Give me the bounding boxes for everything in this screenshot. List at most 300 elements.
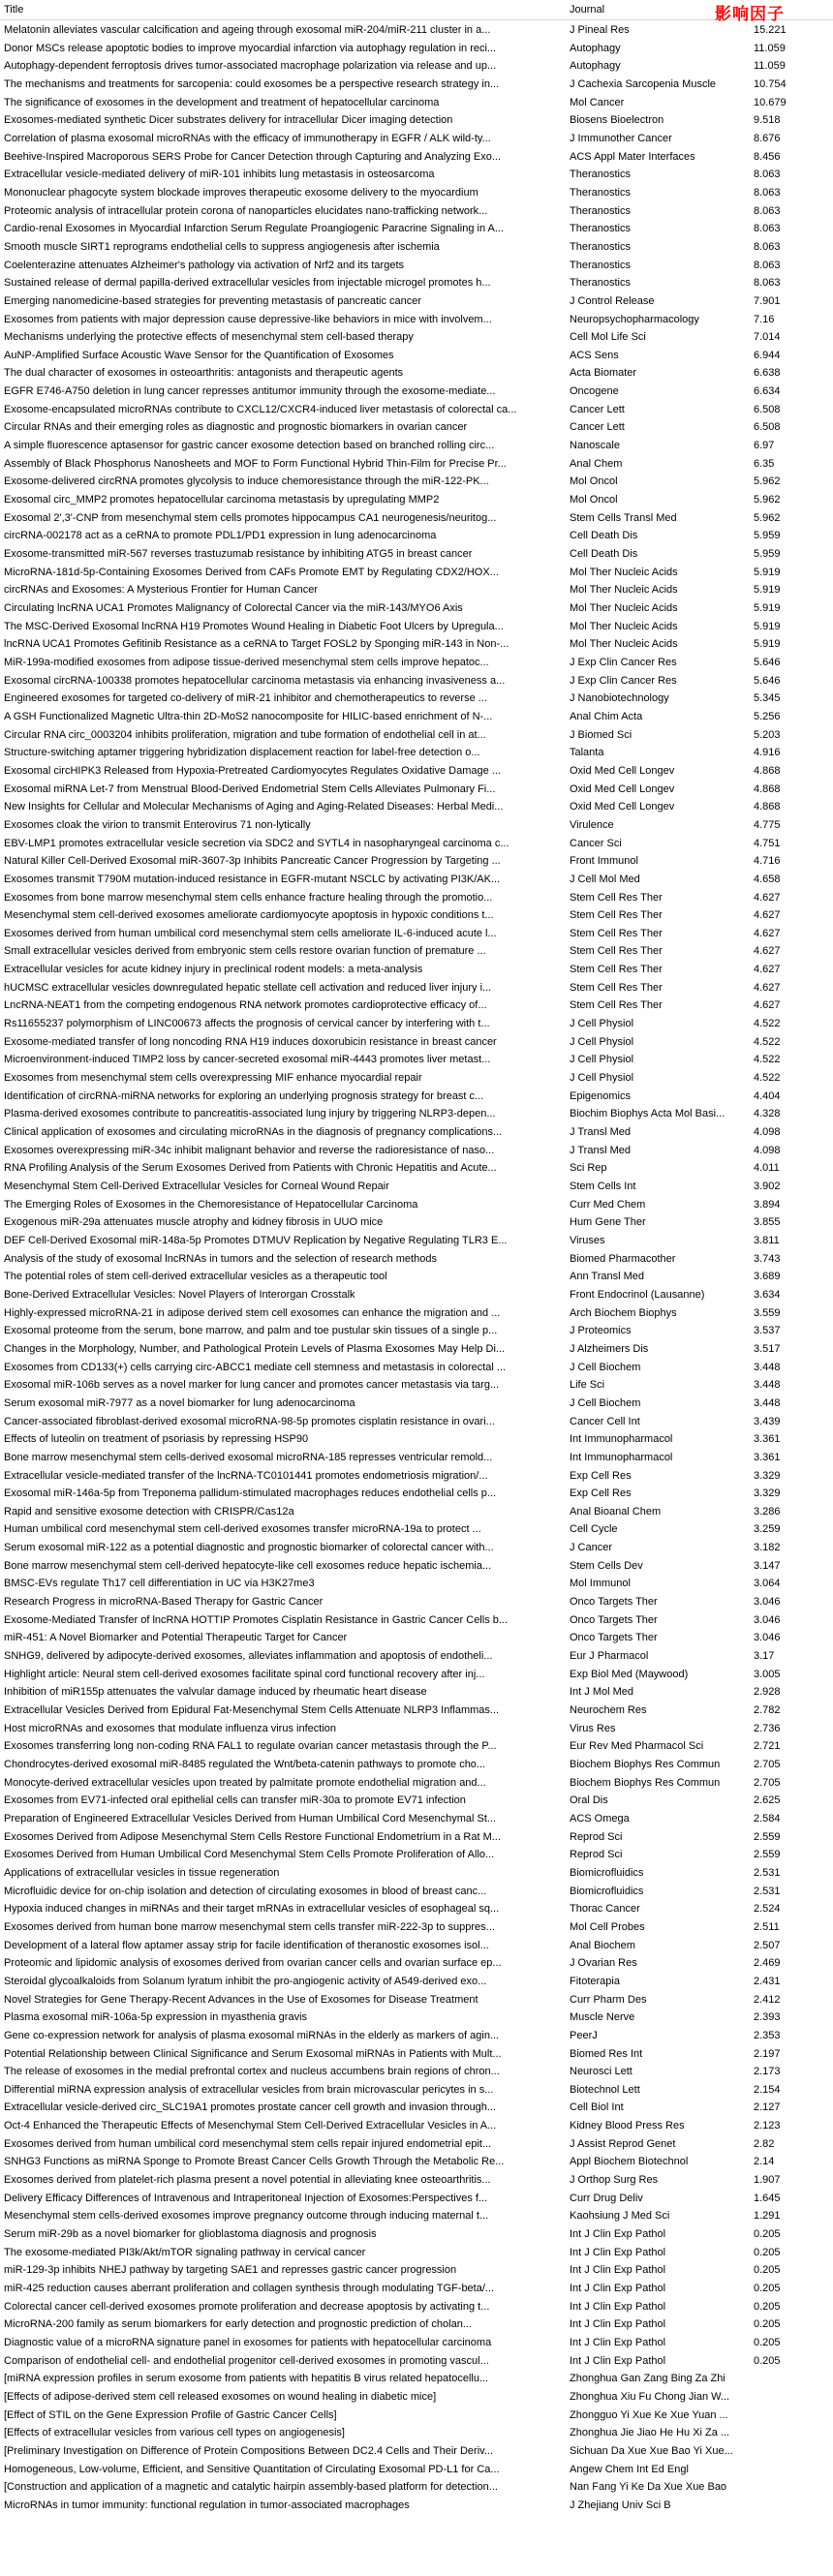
article-title-cell: Serum exosomal miR-122 as a potential diagnostic and prognostic biomarker of colorectal cancer with... — [4, 1542, 494, 1554]
table-row[interactable] — [0, 1900, 833, 1918]
impact-factor-cell: 4.627 — [754, 927, 781, 939]
journal-name-cell: J Pineal Res — [570, 24, 630, 36]
article-title-cell: Serum exosomal miR-7977 as a novel biomarker for lung adenocarcinoma — [4, 1396, 355, 1409]
table-row[interactable] — [0, 1883, 833, 1901]
article-title-cell: Microenvironment-induced TIMP2 loss by cancer-secreted exosomal miR-4443 promotes liver metast... — [4, 1054, 491, 1066]
impact-factor-cell: 6.97 — [754, 440, 775, 452]
table-row[interactable] — [0, 906, 833, 925]
article-title-cell: Identification of circRNA-miRNA networks for exploring an underlying prognosis strategy for breast c... — [4, 1089, 484, 1102]
table-row[interactable] — [0, 1828, 833, 1847]
table-row[interactable] — [0, 94, 833, 112]
table-row[interactable] — [0, 599, 833, 618]
header-row — [0, 0, 833, 23]
article-title-cell: Cardio-renal Exosomes in Myocardial Infarction Serum Regulate Proangiogenic Paracrine Signaling in A... — [4, 223, 505, 235]
table-row[interactable] — [0, 1629, 833, 1647]
table-row[interactable] — [0, 491, 833, 509]
journal-name-cell: J Nanobiotechnology — [570, 692, 669, 705]
table-row[interactable] — [0, 1737, 833, 1756]
table-row[interactable] — [0, 292, 833, 311]
journal-name-cell: Mol Cancer — [570, 96, 625, 108]
journal-name-cell: Oral Dis — [570, 1794, 608, 1807]
impact-factor-cell: 2.14 — [754, 2156, 775, 2168]
article-title-cell: Gene co-expression network for analysis of plasma exosomal miRNAs in the elderly as markers of agin... — [4, 2029, 500, 2041]
table-row[interactable] — [0, 1774, 833, 1793]
table-row[interactable] — [0, 1991, 833, 2009]
table-row[interactable] — [0, 347, 833, 365]
impact-factor-cell: 2.559 — [754, 1830, 781, 1843]
table-row[interactable] — [0, 2352, 833, 2371]
article-title-cell: Research Progress in microRNA-Based Therapy for Gastric Cancer — [4, 1596, 324, 1609]
table-row[interactable] — [0, 2171, 833, 2190]
table-row[interactable] — [0, 1304, 833, 1323]
journal-name-cell: Int J Clin Exp Pathol — [570, 2246, 666, 2258]
article-title-cell: Host microRNAs and exosomes that modulate influenza virus infection — [4, 1722, 336, 1734]
journal-name-cell: Theranostics — [570, 277, 631, 290]
table-row[interactable] — [0, 1033, 833, 1052]
journal-name-cell: J Cell Physiol — [570, 1035, 634, 1048]
impact-factor-cell: 7.014 — [754, 331, 781, 344]
table-row[interactable] — [0, 1503, 833, 1521]
table-row[interactable] — [0, 1178, 833, 1196]
table-row[interactable] — [0, 564, 833, 582]
table-row[interactable] — [0, 2135, 833, 2154]
table-row[interactable] — [0, 1142, 833, 1160]
article-title-cell: Smooth muscle SIRT1 reprograms endothelial cells to suppress angiogenesis after ischemia — [4, 240, 440, 253]
table-row[interactable] — [0, 2225, 833, 2244]
table-row[interactable] — [0, 2207, 833, 2225]
journal-name-cell: Kaohsiung J Med Sci — [570, 2210, 670, 2223]
article-title-cell: Chondrocytes-derived exosomal miR-8485 regulated the Wnt/beta-catenin pathways to promote cho... — [4, 1759, 486, 1770]
table-row[interactable] — [0, 1395, 833, 1413]
journal-name-cell: Int J Clin Exp Pathol — [570, 2283, 666, 2295]
table-row[interactable] — [0, 418, 833, 437]
table-row[interactable] — [0, 2081, 833, 2100]
article-title-cell: Analysis of the study of exosomal lncRNAs in tumors and the selection of research methods — [4, 1252, 437, 1265]
table-row[interactable] — [0, 2244, 833, 2262]
journal-name-cell: Mol Ther Nucleic Acids — [570, 584, 678, 597]
impact-factor-cell: 2.82 — [754, 2137, 775, 2150]
impact-factor-cell: 4.627 — [754, 981, 781, 994]
article-title-cell: lncRNA UCA1 Promotes Gefitinib Resistance as a ceRNA to Target FOSL2 by Sponging miR-143 in Non-... — [4, 638, 509, 651]
article-title-cell: Extracellular vesicle-derived circ_SLC19A1 promotes prostate cancer cell growth and invasion through... — [4, 2101, 497, 2114]
table-row[interactable] — [0, 961, 833, 979]
impact-factor-cell: 3.743 — [754, 1252, 781, 1265]
table-row[interactable] — [0, 1413, 833, 1431]
article-title-cell: Steroidal glycoalkaloids from Solanum lyratum inhibit the pro-angiogenic activity of A549-derived exo... — [4, 1975, 487, 1987]
table-row[interactable] — [0, 111, 833, 130]
table-row[interactable] — [0, 57, 833, 76]
table-row[interactable] — [0, 1575, 833, 1593]
table-row[interactable] — [0, 654, 833, 672]
journal-name-cell: J Orthop Surg Res — [570, 2174, 659, 2187]
article-title-cell: SNHG9, delivered by adipocyte-derived exosomes, alleviates inflammation and apoptosis of endotheli... — [4, 1650, 493, 1663]
table-row[interactable] — [0, 1467, 833, 1486]
table-row[interactable] — [0, 1611, 833, 1630]
article-title-cell: Assembly of Black Phosphorus Nanosheets and MOF to Form Functional Hybrid Thin-Film for Precise Pr... — [4, 457, 507, 470]
table-row[interactable] — [0, 762, 833, 781]
table-row[interactable] — [0, 1557, 833, 1576]
impact-factor-cell: 2.736 — [754, 1722, 781, 1734]
article-title-cell: Hypoxia induced changes in miRNAs and their target mRNAs in extracellular vesicles of esophageal sq... — [4, 1903, 500, 1916]
journal-name-cell: Onco Targets Ther — [570, 1613, 658, 1626]
article-title-cell: Exosomes from CD133(+) cells carrying circ-ABCC1 mediate cell stemness and metastasis in colorectal ... — [4, 1361, 507, 1373]
journal-name-cell: Appl Biochem Biotechnol — [570, 2156, 689, 2168]
table-row[interactable] — [0, 2442, 833, 2461]
journal-name-cell: Oxid Med Cell Longev — [570, 801, 675, 813]
impact-factor-cell: 8.456 — [754, 150, 781, 163]
table-row[interactable] — [0, 1756, 833, 1774]
table-row[interactable] — [0, 1430, 833, 1449]
journal-name-cell: Stem Cells Dev — [570, 1559, 643, 1572]
table-row[interactable] — [0, 1359, 833, 1377]
table-row[interactable] — [0, 1539, 833, 1557]
table-row[interactable] — [0, 238, 833, 257]
impact-factor-column-header[interactable]: 影响因子 — [715, 5, 785, 23]
journal-name-cell: ACS Appl Mater Interfaces — [570, 150, 695, 163]
journal-name-cell: Ann Transl Med — [570, 1271, 645, 1283]
table-row[interactable] — [0, 1683, 833, 1702]
impact-factor-cell: 8.063 — [754, 259, 781, 271]
article-title-cell: Exosomal circHIPK3 Released from Hypoxia-Pretreated Cardiomyocytes Regulates Oxidative Damage ... — [4, 764, 501, 777]
table-row[interactable] — [0, 871, 833, 889]
table-row[interactable] — [0, 311, 833, 329]
table-row[interactable] — [0, 2190, 833, 2208]
journal-name-cell: Talanta — [570, 747, 604, 759]
article-title-cell: Exosomal miR-146a-5p from Treponema pallidum-stimulated macrophages reduces endothelial cells p... — [4, 1487, 497, 1500]
impact-factor-cell: 0.205 — [754, 2264, 781, 2277]
journal-name-cell: Anal Chim Acta — [570, 710, 643, 722]
table-row[interactable] — [0, 2153, 833, 2171]
impact-factor-cell: 0.205 — [754, 2318, 781, 2331]
table-row[interactable] — [0, 2009, 833, 2027]
table-row[interactable] — [0, 1720, 833, 1738]
journal-name-cell: Acta Biomater — [570, 367, 637, 380]
impact-factor-cell: 5.919 — [754, 620, 781, 632]
article-title-cell: Structure-switching aptamer triggering hybridization displacement reaction for label-free detection o... — [4, 747, 480, 759]
journal-name-cell: J Cell Biochem — [570, 1361, 641, 1373]
impact-factor-cell: 3.448 — [754, 1379, 781, 1392]
table-row[interactable] — [0, 509, 833, 528]
table-row[interactable] — [0, 383, 833, 401]
table-row[interactable] — [0, 1376, 833, 1395]
journal-name-cell: J Cachexia Sarcopenia Muscle — [570, 77, 717, 90]
article-title-cell: Exosomes from mesenchymal stem cells overexpressing MIF enhance myocardial repair — [4, 1072, 422, 1085]
journal-name-cell: Biochim Biophys Acta Mol Basi... — [570, 1108, 725, 1120]
journal-name-cell: Cancer Lett — [570, 421, 625, 434]
table-row[interactable] — [0, 1702, 833, 1720]
article-title-cell: Potential Relationship between Clinical Significance and Serum Exosomal miRNAs in Patients with Mult... — [4, 2047, 502, 2060]
table-row[interactable] — [0, 364, 833, 383]
article-title-cell: Preparation of Engineered Extracellular Vesicles Derived from Human Umbilical Cord Mesenchymal St... — [4, 1812, 497, 1825]
journal-name-cell: J Alzheimers Dis — [570, 1342, 649, 1355]
impact-factor-cell: 2.524 — [754, 1903, 781, 1916]
table-row[interactable] — [0, 2298, 833, 2316]
article-title-cell: Exosomes from bone marrow mesenchymal stem cells enhance fracture healing through the promotio... — [4, 891, 493, 904]
journal-name-cell: J Cell Physiol — [570, 1072, 634, 1085]
impact-factor-cell: 3.448 — [754, 1361, 781, 1373]
article-title-cell: Rapid and sensitive exosome detection with CRISPR/Cas12a — [4, 1505, 294, 1518]
journal-name-cell: Zhonghua Gan Zang Bing Za Zhi — [570, 2373, 725, 2385]
table-row[interactable] — [0, 1322, 833, 1340]
table-row[interactable] — [0, 2099, 833, 2117]
article-title-cell: [miRNA expression profiles in serum exosome from patients with hepatitis B virus related hepatocellu... — [4, 2373, 489, 2385]
journal-name-cell: Eur Rev Med Pharmacol Sci — [570, 1740, 704, 1753]
article-title-cell: MicroRNA-181d-5p-Containing Exosomes Derived from CAFs Promote EMT by Regulating CDX2/HOX... — [4, 566, 499, 578]
impact-factor-cell: 5.959 — [754, 530, 781, 542]
article-title-cell: The MSC-Derived Exosomal lncRNA H19 Promotes Wound Healing in Diabetic Foot Ulcers by Upregula... — [4, 620, 504, 632]
impact-factor-cell: 4.404 — [754, 1089, 781, 1102]
article-title-cell: Homogeneous, Low-volume, Efficient, and Sensitive Quantitation of Circulating Exosomal PD-L1 for Ca... — [4, 2463, 500, 2475]
table-row[interactable] — [0, 852, 833, 871]
table-row[interactable] — [0, 708, 833, 726]
journal-name-cell: Neurochem Res — [570, 1704, 647, 1717]
article-title-cell: circRNA-002178 act as a ceRNA to promote PDL1/PD1 expression in lung adenocarcinoma — [4, 530, 437, 542]
table-row[interactable] — [0, 2334, 833, 2352]
table-row[interactable] — [0, 690, 833, 708]
impact-factor-cell: 11.059 — [754, 60, 786, 73]
article-title-cell: Exosomal miRNA Let-7 from Menstrual Blood-Derived Endometrial Stem Cells Alleviates Pulmonary Fi... — [4, 782, 496, 795]
journal-name-cell: Theranostics — [570, 223, 631, 235]
article-title-cell: Exosome-Mediated Transfer of lncRNA HOTTIP Promotes Cisplatin Resistance in Gastric Cancer Cells b... — [4, 1613, 509, 1626]
journal-name-cell: Mol Ther Nucleic Acids — [570, 620, 678, 632]
impact-factor-cell: 3.517 — [754, 1342, 781, 1355]
table-row[interactable] — [0, 1250, 833, 1269]
table-row[interactable] — [0, 1213, 833, 1232]
article-title-cell: Highlight article: Neural stem cell-derived exosomes facilitate spinal cord functional recovery after inj... — [4, 1668, 485, 1680]
article-title-cell: Plasma exosomal miR-106a-5p expression in myasthenia gravis — [4, 2011, 308, 2024]
table-row[interactable] — [0, 635, 833, 654]
table-row[interactable] — [0, 2280, 833, 2298]
table-row[interactable] — [0, 437, 833, 455]
impact-factor-cell: 4.868 — [754, 801, 781, 813]
journal-name-cell: Int J Clin Exp Pathol — [570, 2318, 666, 2331]
journal-name-cell: Int J Clin Exp Pathol — [570, 2228, 666, 2241]
journal-name-cell: Biomed Res Int — [570, 2047, 643, 2060]
table-row[interactable] — [0, 21, 833, 40]
table-row[interactable] — [0, 1159, 833, 1178]
article-title-cell: Extracellular vesicles for acute kidney injury in preclinical rodent models: a meta-analysis — [4, 964, 423, 976]
table-row[interactable] — [0, 1593, 833, 1611]
impact-factor-cell: 5.962 — [754, 475, 781, 488]
journal-name-cell: Zhonghua Jie Jiao He Hu Xi Za ... — [570, 2427, 730, 2439]
journal-name-cell: J Exp Clin Cancer Res — [570, 656, 677, 668]
impact-factor-cell: 3.329 — [754, 1487, 781, 1500]
article-title-cell: Human umbilical cord mesenchymal stem cell-derived exosomes transfer microRNA-19a to protect ... — [4, 1523, 481, 1536]
table-row[interactable] — [0, 1846, 833, 1864]
table-row[interactable] — [0, 130, 833, 148]
journal-name-cell: Neuropsychopharmacology — [570, 313, 699, 325]
table-row[interactable] — [0, 1051, 833, 1069]
table-row[interactable] — [0, 2497, 833, 2515]
article-title-cell: Exosomal miR-106b serves as a novel marker for lung cancer and promotes cancer metastasis via targ... — [4, 1379, 500, 1392]
table-row[interactable] — [0, 40, 833, 58]
journal-name-cell: Anal Bioanal Chem — [570, 1505, 662, 1518]
journal-name-cell: Mol Oncol — [570, 494, 618, 506]
journal-name-cell: J Ovarian Res — [570, 1957, 637, 1970]
article-title-cell: Beehive-Inspired Macroporous SERS Probe for Cancer Detection through Capturing and Analyzing Exo... — [4, 150, 502, 163]
impact-factor-cell: 3.894 — [754, 1198, 781, 1211]
table-row[interactable] — [0, 2045, 833, 2064]
journal-name-cell: Mol Ther Nucleic Acids — [570, 602, 678, 614]
impact-factor-cell: 3.046 — [754, 1596, 781, 1609]
table-row[interactable] — [0, 672, 833, 690]
table-row[interactable] — [0, 2370, 833, 2388]
article-title-cell: Exosomal proteome from the serum, bone marrow, and palm and toe pustular skin tissues of a single p... — [4, 1325, 498, 1337]
table-row[interactable] — [0, 1069, 833, 1088]
table-row[interactable] — [0, 925, 833, 943]
impact-factor-cell: 4.627 — [754, 999, 781, 1012]
table-row[interactable] — [0, 1088, 833, 1106]
article-title-cell: Bone-Derived Extracellular Vesicles: Novel Players of Interorgan Crosstalk — [4, 1288, 355, 1301]
table-row[interactable] — [0, 1232, 833, 1250]
impact-factor-cell: 0.205 — [754, 2246, 781, 2258]
title-column-header[interactable]: Title — [4, 4, 24, 15]
table-row[interactable] — [0, 202, 833, 221]
table-row[interactable] — [0, 1123, 833, 1142]
impact-factor-cell: 4.098 — [754, 1144, 781, 1156]
table-row[interactable] — [0, 1954, 833, 1973]
table-row[interactable] — [0, 798, 833, 816]
table-row[interactable] — [0, 816, 833, 835]
article-title-cell: [Preliminary Investigation on Difference of Protein Compositions Between DC2.4 Cells and Their Deriv... — [4, 2444, 494, 2457]
table-row[interactable] — [0, 1105, 833, 1123]
table-row[interactable] — [0, 1340, 833, 1359]
impact-factor-cell: 4.522 — [754, 1054, 781, 1066]
impact-factor-cell: 4.775 — [754, 818, 781, 831]
table-row[interactable] — [0, 2424, 833, 2442]
article-title-cell: Exosomes overexpressing miR-34c inhibit malignant behavior and reverse the radioresistance of naso... — [4, 1144, 495, 1156]
journal-name-cell: Stem Cell Res Ther — [570, 945, 663, 958]
journal-name-cell: Biomicrofluidics — [570, 1885, 644, 1897]
article-title-cell: Development of a lateral flow aptamer assay strip for facile identification of theranostic exosomes isol... — [4, 1939, 489, 1951]
impact-factor-cell: 10.754 — [754, 77, 787, 90]
table-row[interactable] — [0, 979, 833, 997]
article-title-cell: Effects of luteolin on treatment of psoriasis by repressing HSP90 — [4, 1433, 309, 1446]
journal-column-header[interactable]: Journal — [570, 4, 605, 15]
table-row[interactable] — [0, 527, 833, 545]
table-row[interactable] — [0, 401, 833, 419]
journal-name-cell: Stem Cells Transl Med — [570, 511, 677, 524]
table-row[interactable] — [0, 2315, 833, 2334]
table-row[interactable] — [0, 2117, 833, 2135]
article-title-cell: MicroRNAs in tumor immunity: functional regulation in tumor-associated macrophages — [4, 2499, 410, 2511]
impact-factor-cell: 3.046 — [754, 1613, 781, 1626]
table-row[interactable] — [0, 581, 833, 599]
table-row[interactable] — [0, 1449, 833, 1467]
table-row[interactable] — [0, 1666, 833, 1684]
journal-name-cell: ACS Sens — [570, 349, 619, 361]
table-row[interactable] — [0, 1864, 833, 1883]
impact-factor-cell: 3.902 — [754, 1181, 781, 1192]
table-row[interactable] — [0, 328, 833, 347]
article-title-cell: Exosomes from EV71-infected oral epithelial cells can transfer miR-30a to promote EV71 infection — [4, 1794, 466, 1807]
table-row[interactable] — [0, 1015, 833, 1033]
journal-name-cell: Onco Targets Ther — [570, 1632, 658, 1644]
table-row[interactable] — [0, 455, 833, 474]
article-title-cell: Exosome-encapsulated microRNAs contribute to CXCL12/CXCR4-induced liver metastasis of colorectal ca... — [4, 403, 517, 415]
journal-name-cell: J Transl Med — [570, 1126, 631, 1139]
table-row[interactable] — [0, 889, 833, 907]
article-title-cell: The Emerging Roles of Exosomes in the Chemoresistance of Hepatocellular Carcinoma — [4, 1198, 418, 1211]
table-row[interactable] — [0, 744, 833, 762]
impact-factor-cell: 11.059 — [754, 42, 786, 54]
journal-name-cell: Int J Clin Exp Pathol — [570, 2300, 666, 2313]
table-row[interactable] — [0, 148, 833, 167]
table-row[interactable] — [0, 2388, 833, 2407]
table-row[interactable] — [0, 1485, 833, 1503]
table-row[interactable] — [0, 473, 833, 491]
impact-factor-cell: 4.751 — [754, 837, 781, 849]
journal-name-cell: Cell Biol Int — [570, 2101, 624, 2114]
table-row[interactable] — [0, 184, 833, 202]
article-title-cell: Clinical application of exosomes and circulating microRNAs in the diagnosis of pregnancy complications... — [4, 1126, 503, 1139]
table-row[interactable] — [0, 781, 833, 799]
table-row[interactable] — [0, 726, 833, 745]
article-title-cell: Oct-4 Enhanced the Therapeutic Effects of Mesenchymal Stem Cell-Derived Extracellular Vesicles in A... — [4, 2120, 497, 2132]
article-title-cell: Engineered exosomes for targeted co-delivery of miR-21 inhibitor and chemotherapeutics to reverse ... — [4, 692, 487, 705]
table-row[interactable] — [0, 942, 833, 961]
impact-factor-cell: 2.412 — [754, 1993, 781, 2006]
table-row[interactable] — [0, 1647, 833, 1666]
journal-name-cell: Nan Fang Yi Ke Da Xue Xue Bao — [570, 2481, 727, 2494]
table-row[interactable] — [0, 618, 833, 636]
journal-name-cell: J Cancer — [570, 1542, 613, 1554]
journal-name-cell: Int J Mol Med — [570, 1686, 634, 1699]
journal-name-cell: Exp Biol Med (Maywood) — [570, 1668, 689, 1680]
impact-factor-cell: 4.868 — [754, 782, 781, 795]
table-row[interactable] — [0, 545, 833, 564]
table-row[interactable] — [0, 2261, 833, 2280]
impact-factor-cell: 2.531 — [754, 1885, 781, 1897]
article-title-cell: circRNAs and Exosomes: A Mysterious Frontier for Human Cancer — [4, 584, 319, 597]
article-title-cell: RNA Profiling Analysis of the Serum Exosomes Derived from Patients with Chronic Hepatitis and Acute... — [4, 1162, 497, 1175]
table-row[interactable] — [0, 2407, 833, 2425]
article-title-cell: MicroRNA-200 family as serum biomarkers for early detection and prognostic prediction of cholan... — [4, 2318, 472, 2331]
table-row[interactable] — [0, 2063, 833, 2081]
journal-name-cell: Biosens Bioelectron — [570, 114, 664, 127]
impact-factor-cell: 4.916 — [754, 747, 781, 759]
table-row[interactable] — [0, 257, 833, 275]
table-row[interactable] — [0, 2478, 833, 2497]
impact-factor-cell: 2.928 — [754, 1686, 781, 1699]
table-row[interactable] — [0, 76, 833, 94]
table-row[interactable] — [0, 220, 833, 238]
table-row[interactable] — [0, 1196, 833, 1214]
table-row[interactable] — [0, 274, 833, 292]
journal-name-cell: Int J Clin Exp Pathol — [570, 2354, 666, 2367]
table-row[interactable] — [0, 1810, 833, 1828]
table-row[interactable] — [0, 1268, 833, 1286]
article-title-cell: Plasma-derived exosomes contribute to pancreatitis-associated lung injury by triggering NLRP3-depen... — [4, 1108, 496, 1120]
table-row[interactable] — [0, 835, 833, 853]
table-row[interactable] — [0, 1286, 833, 1304]
journal-name-cell: J Cell Physiol — [570, 1054, 634, 1066]
table-row[interactable] — [0, 997, 833, 1015]
article-title-cell: Exosome-delivered circRNA promotes glycolysis to induce chemoresistance through the miR-122-PK... — [4, 475, 489, 488]
table-row[interactable] — [0, 1918, 833, 1937]
impact-factor-cell: 8.063 — [754, 277, 781, 290]
table-row[interactable] — [0, 1937, 833, 1955]
table-row[interactable] — [0, 1520, 833, 1539]
table-row[interactable] — [0, 1973, 833, 1991]
journal-name-cell: Cell Cycle — [570, 1523, 618, 1536]
impact-factor-cell: 9.518 — [754, 114, 781, 127]
table-row[interactable] — [0, 2461, 833, 2479]
table-row[interactable] — [0, 166, 833, 184]
article-title-cell: Exosomes derived from human umbilical cord mesenchymal stem cells ameliorate IL-6-induced acute l... — [4, 927, 497, 939]
table-row[interactable] — [0, 1792, 833, 1810]
table-row[interactable] — [0, 2027, 833, 2045]
